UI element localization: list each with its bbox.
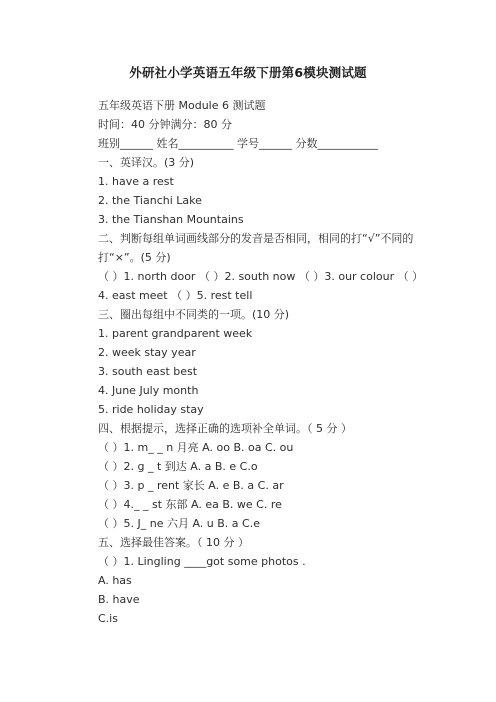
section-2-heading-text: 二、判断每组单词画线部分的发音是否相同，相同的打“√”不同的打“×”。(5 分) [98, 232, 414, 264]
time-info: 时间：40 分钟满分：80 分 [98, 118, 232, 131]
section-3-item: 4. June July month [98, 384, 199, 397]
section-4-item: （ ）4._ _ st 东部 A. ea B. we C. re [98, 498, 282, 511]
section-5-option: A. has [98, 574, 132, 587]
section-3-item: 2. week stay year [98, 346, 196, 359]
student-info-line: 班别______ 姓名__________ 学号______ 分数___________ [98, 137, 378, 150]
section-4-item: （ ）2. g _ t 到达 A. a B. e C.o [98, 460, 258, 473]
section-3-item: 3. south east best [98, 365, 198, 378]
document-title: 外研社小学英语五年级下册第6模块测试题 [129, 65, 367, 80]
section-1-item: 1. have a rest [98, 175, 174, 188]
section-1-heading: 一、英译汉。(3 分) [98, 156, 195, 169]
section-3-item: 1. parent grandparent week [98, 327, 253, 340]
section-5-heading: 五、选择最佳答案。（ 10 分 ） [98, 536, 249, 549]
section-2-heading [76, 229, 418, 267]
section-5-option: B. have [98, 593, 140, 606]
section-3-item: 5. ride holiday stay [98, 403, 204, 416]
section-5-option: C.is [98, 612, 118, 625]
section-4-item: （ ）5. J_ ne 六月 A. u B. a C.e [98, 517, 260, 530]
section-5-item: （ ）1. Lingling ____got some photos . [98, 555, 306, 568]
section-1-item: 3. the Tianshan Mountains [98, 213, 244, 226]
section-2-items-text: （ ）1. north door （ ）2. south now （ ）3. our colour （ ）4. east meet （ ）5. rest tell [98, 270, 418, 302]
section-1-item: 2. the Tianchi Lake [98, 194, 202, 207]
test-subtitle: 五年级英语下册 Module 6 测试题 [98, 99, 266, 112]
section-2-items [76, 267, 418, 305]
section-4-heading: 四、根据提示，选择正确的选项补全单词。（ 5 分 ） [98, 422, 352, 435]
section-4-item: （ ）1. m_ _ n 月亮 A. oo B. oa C. ou [98, 441, 294, 454]
section-3-heading: 三、圈出每组中不同类的一项。(10 分) [98, 308, 290, 321]
document-body [78, 96, 418, 628]
section-4-item: （ ）3. p _ rent 家长 A. e B. a C. ar [98, 479, 284, 492]
